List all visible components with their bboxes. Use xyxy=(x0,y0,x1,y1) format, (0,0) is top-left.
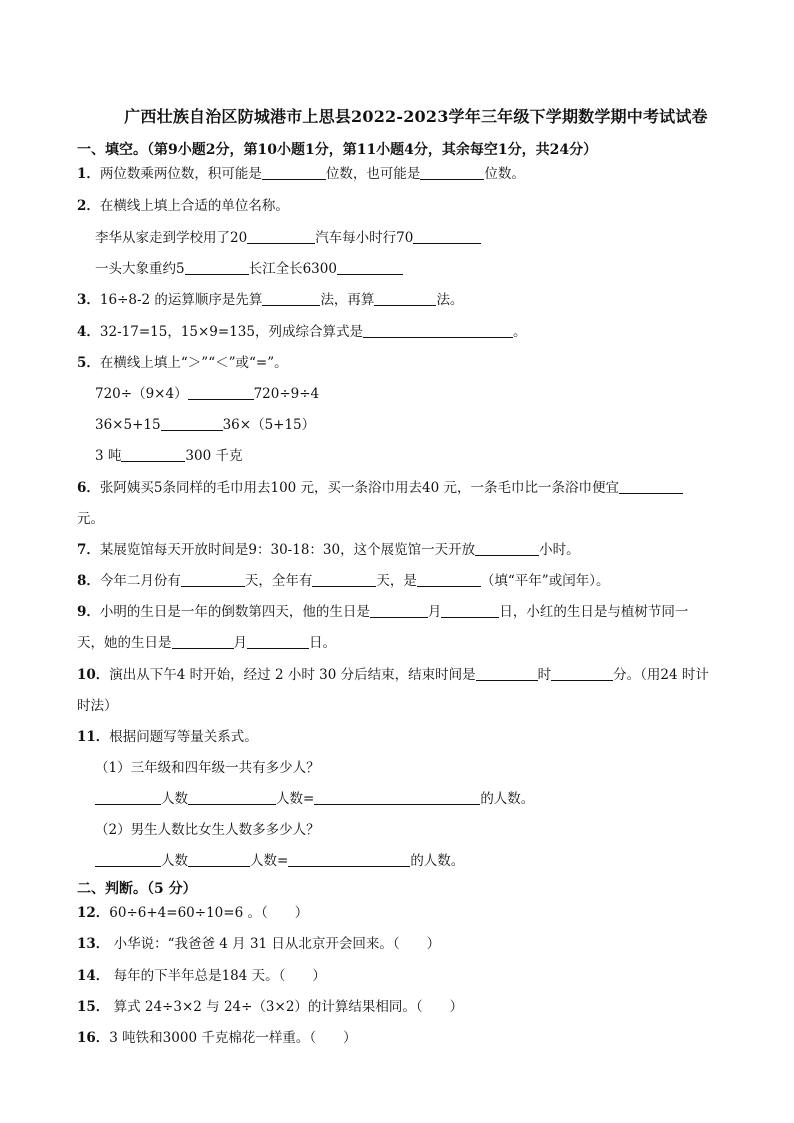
question-10 xyxy=(77,665,709,685)
answer-blank[interactable] xyxy=(188,790,276,805)
question-text: 汽车每小时行70 xyxy=(315,230,414,246)
question-2 xyxy=(77,196,289,216)
answer-blank[interactable] xyxy=(475,541,539,556)
question-5-row-2 xyxy=(95,415,315,435)
question-text: 法。 xyxy=(436,292,464,308)
answer-blank[interactable] xyxy=(370,603,428,618)
answer-blank[interactable] xyxy=(374,291,436,306)
question-text: 月 xyxy=(427,604,442,620)
question-text: 天，全年有 xyxy=(244,573,313,589)
page-title: 广西壮族自治区防城港市上思县2022-2023学年三年级下学期数学期中考试试卷 xyxy=(124,107,708,126)
question-number: 1． xyxy=(77,166,100,182)
question-text: 人数= xyxy=(250,853,289,869)
question-11 xyxy=(77,727,258,747)
question-9-cont xyxy=(77,633,336,653)
question-text: 天，她的生日是 xyxy=(77,635,172,651)
answer-blank[interactable] xyxy=(551,666,613,681)
question-text: 36×5+15 xyxy=(95,417,161,433)
question-10-cont xyxy=(77,696,118,716)
question-text: 算式 24÷3×2 与 24÷（3×2）的计算结果相同。（ ） xyxy=(109,999,464,1015)
question-text: 日，小红的生日是与植树节同一 xyxy=(499,604,689,620)
question-text: 每年的下半年总是184 天。（ ） xyxy=(109,968,326,984)
question-text: 时 xyxy=(537,667,552,683)
answer-blank[interactable] xyxy=(247,634,309,649)
answer-blank[interactable] xyxy=(161,416,223,431)
question-text: 天，是 xyxy=(376,573,417,589)
question-text: 法，再算 xyxy=(320,292,375,308)
question-15 xyxy=(77,997,463,1017)
question-2-line-2 xyxy=(95,259,403,279)
answer-blank[interactable] xyxy=(441,603,499,618)
question-text: 在横线上填上“＞”“＜”或“=”。 xyxy=(99,355,288,371)
question-text: 720÷（9×4） xyxy=(95,386,188,402)
question-5-row-1 xyxy=(95,384,319,404)
answer-blank[interactable] xyxy=(188,385,254,400)
answer-blank[interactable] xyxy=(420,165,484,180)
question-5-row-3 xyxy=(95,446,242,466)
question-14 xyxy=(77,966,326,986)
question-7 xyxy=(77,540,580,560)
question-text: 月 xyxy=(233,635,247,651)
answer-blank[interactable] xyxy=(262,165,326,180)
question-text: 3 吨铁和3000 千克棉花一样重。（ ） xyxy=(109,1030,357,1046)
question-number: 12． xyxy=(77,905,110,921)
question-number: 16． xyxy=(77,1030,110,1046)
question-number: 5． xyxy=(77,355,100,371)
answer-blank[interactable] xyxy=(95,852,161,867)
question-text: （填“平年”或闰年）。 xyxy=(480,573,610,589)
answer-blank[interactable] xyxy=(312,572,376,587)
answer-blank[interactable] xyxy=(172,634,234,649)
question-2-line-1 xyxy=(95,228,481,248)
question-number: 2． xyxy=(77,198,100,214)
question-12 xyxy=(77,903,308,923)
answer-blank[interactable] xyxy=(363,323,513,338)
question-text: 小时。 xyxy=(539,542,580,558)
question-text: 720÷9÷4 xyxy=(253,386,320,402)
question-number: 11． xyxy=(77,729,110,745)
answer-blank[interactable] xyxy=(95,790,161,805)
question-number: 14． xyxy=(77,968,110,984)
question-number: 10． xyxy=(77,667,110,683)
question-3 xyxy=(77,290,463,310)
question-text: 日。 xyxy=(309,635,336,651)
question-text: 时法） xyxy=(77,698,118,714)
answer-blank[interactable] xyxy=(181,572,245,587)
answer-blank[interactable] xyxy=(619,479,683,494)
question-text: 一头大象重约5 xyxy=(95,261,185,277)
question-8 xyxy=(77,571,609,591)
question-text: 人数= xyxy=(276,791,315,807)
question-11-part-2-answer xyxy=(95,851,464,871)
answer-blank[interactable] xyxy=(288,852,410,867)
question-number: 4． xyxy=(77,324,100,340)
question-text: 分。（用24 时计 xyxy=(613,667,709,683)
question-text: 32-17=15，15×9=135，列成综合算式是 xyxy=(99,324,363,340)
answer-blank[interactable] xyxy=(247,229,315,244)
question-5 xyxy=(77,353,288,373)
question-number: 9． xyxy=(77,604,100,620)
question-text: 60÷6+4=60÷10=6 。（ ） xyxy=(109,905,309,921)
question-text: 。 xyxy=(512,324,527,340)
question-text: 位数。 xyxy=(484,166,525,182)
question-text: 16÷8-2 的运算顺序是先算 xyxy=(99,292,263,308)
question-text: 小华说：“我爸爸 4 月 31 日从北京开会回来。（ ） xyxy=(109,936,441,952)
answer-blank[interactable] xyxy=(314,790,480,805)
question-text: （1）三年级和四年级一共有多少人？ xyxy=(95,760,320,776)
question-text: 今年二月份有 xyxy=(99,573,181,589)
question-number: 8． xyxy=(77,573,100,589)
question-text: 人数 xyxy=(161,853,188,869)
answer-blank[interactable] xyxy=(476,666,538,681)
question-text: 两位数乘两位数，积可能是 xyxy=(99,166,262,182)
answer-blank[interactable] xyxy=(413,229,481,244)
question-number: 7． xyxy=(77,542,100,558)
answer-blank[interactable] xyxy=(188,852,250,867)
question-text: 小明的生日是一年的倒数第四天，他的生日是 xyxy=(99,604,370,620)
question-text: 某展览馆每天开放时间是9：30-18：30，这个展览馆一天开放 xyxy=(99,542,476,558)
question-text: 位数，也可能是 xyxy=(325,166,421,182)
question-11-part-1-answer xyxy=(95,789,534,809)
question-text: 演出从下午4 时开始，经过 2 小时 30 分后结束，结束时间是 xyxy=(109,667,476,683)
question-text: （2）男生人数比女生人数多多少人？ xyxy=(95,822,320,838)
question-text: 的人数。 xyxy=(480,791,535,807)
question-text: 在横线上填上合适的单位名称。 xyxy=(99,198,289,214)
question-text: 36×（5+15） xyxy=(222,417,316,433)
question-text: 根据问题写等量关系式。 xyxy=(109,729,258,745)
question-text: 3 吨 xyxy=(95,448,122,464)
question-number: 13． xyxy=(77,936,110,952)
question-text: 长江全长6300 xyxy=(248,261,337,277)
question-text: 张阿姨买5条同样的毛巾用去100 元，买一条浴巾用去40 元，一条毛巾比一条浴巾便宜 xyxy=(99,480,620,496)
question-11-part-1 xyxy=(95,758,320,778)
answer-blank[interactable] xyxy=(417,572,481,587)
question-11-part-2 xyxy=(95,820,320,840)
question-16 xyxy=(77,1028,357,1048)
section-1-heading: 一、填空。（第9小题2分，第10小题1分，第11小题4分，其余每空1分，共24分） xyxy=(77,142,598,158)
question-6-cont xyxy=(77,509,104,529)
answer-blank[interactable] xyxy=(121,447,185,462)
question-text: 的人数。 xyxy=(410,853,465,869)
question-1 xyxy=(77,164,525,184)
question-text: 人数 xyxy=(161,791,188,807)
question-6 xyxy=(77,478,683,498)
question-text: 元。 xyxy=(77,511,104,527)
question-13 xyxy=(77,934,440,954)
question-9 xyxy=(77,602,688,622)
question-text: 李华从家走到学校用了20 xyxy=(95,230,248,246)
question-4 xyxy=(77,322,526,342)
question-number: 3． xyxy=(77,292,100,308)
question-number: 15． xyxy=(77,999,110,1015)
question-number: 6． xyxy=(77,480,100,496)
answer-blank[interactable] xyxy=(262,291,320,306)
answer-blank[interactable] xyxy=(337,260,403,275)
section-2-heading: 二、判断。（5 分） xyxy=(77,881,197,897)
question-text: 300 千克 xyxy=(185,448,243,464)
answer-blank[interactable] xyxy=(185,260,249,275)
